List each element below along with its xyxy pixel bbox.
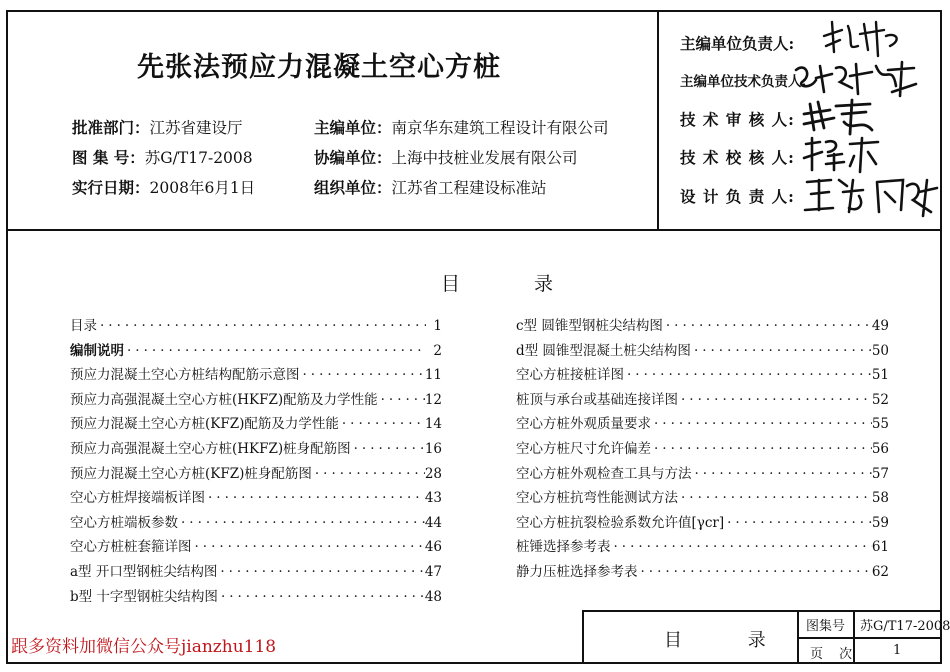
- signature-check: [802, 134, 882, 174]
- toc-leader-dots: [339, 416, 425, 432]
- toc-entry-page: 28: [424, 465, 442, 482]
- toc-leader-dots: [651, 416, 872, 432]
- toc-leader-dots: [217, 564, 424, 580]
- signature-design: [803, 172, 943, 218]
- titleblock-row-rule: [797, 637, 942, 639]
- signature-tech: [792, 56, 922, 100]
- toc-entry-title: 预应力高强混凝土空心方桩(HKFZ)桩身配筋图: [70, 440, 351, 457]
- toc-leader-dots: [678, 392, 872, 408]
- toc-leader-dots: [378, 392, 425, 408]
- toc-entry: [70, 535, 442, 560]
- toc-entry-page: 47: [424, 563, 442, 580]
- toc-entry: [516, 314, 889, 339]
- toc-entry-page: 61: [871, 539, 889, 556]
- toc-entry: [516, 412, 889, 437]
- toc-entry-page: 1: [433, 318, 442, 334]
- toc-heading: 目 录: [441, 273, 588, 295]
- toc-right-column: [516, 314, 889, 585]
- sig-label-chief: 主编单位负责人:: [680, 34, 795, 53]
- toc-entry-page: 46: [424, 539, 442, 556]
- titleblock-atlas-value: 苏G/T17-2008: [860, 619, 950, 634]
- toc-entry-title: b型 十字型钢桩尖结构图: [70, 588, 218, 605]
- toc-entry: [70, 560, 442, 585]
- toc-entry-title: 空心方桩抗裂检验系数允许值[γcr]: [516, 514, 725, 531]
- toc-entry: [516, 560, 889, 585]
- chief-unit-label: 主编单位：: [314, 118, 392, 137]
- signature-review: [800, 96, 880, 136]
- toc-entry-title: c型 圆锥型钢桩尖结构图: [516, 318, 663, 334]
- toc-entry: [516, 437, 889, 462]
- toc-entry-page: 56: [871, 440, 889, 457]
- toc-entry-title: 空心方桩抗弯性能测试方法: [516, 490, 678, 507]
- date-label: 实行日期：: [72, 178, 150, 197]
- toc-entry-page: 16: [424, 440, 442, 457]
- toc-entry-page: 51: [871, 367, 889, 384]
- toc-entry: [70, 585, 442, 610]
- toc-entry-page: 59: [871, 514, 889, 531]
- toc-leader-dots: [218, 589, 425, 605]
- toc-entry: [516, 339, 889, 364]
- toc-leader-dots: [312, 466, 425, 482]
- toc-leader-dots: [300, 367, 425, 383]
- toc-entry-page: 62: [871, 563, 889, 580]
- date-line: [72, 176, 255, 198]
- atlas-value: 苏G/T17-2008: [144, 149, 253, 167]
- toc-entry-title: 空心方桩外观检查工具与方法: [516, 465, 692, 482]
- toc-leader-dots: [97, 318, 426, 334]
- toc-entry-page: 55: [871, 416, 889, 433]
- toc-entry-title: 空心方桩尺寸允许偏差: [516, 440, 651, 457]
- atlas-line: [72, 146, 253, 168]
- toc-entry-title: 预应力混凝土空心方桩(KFZ)桩身配筋图: [70, 465, 312, 482]
- signature-chief: [818, 16, 908, 60]
- toc-leader-dots: [205, 490, 425, 506]
- toc-entry-title: 桩锤选择参考表: [516, 539, 611, 556]
- titleblock-atlas-label: 图集号: [806, 619, 846, 634]
- toc-entry-page: 43: [424, 490, 442, 507]
- toc-leader-dots: [192, 539, 425, 555]
- toc-entry-title: 空心方桩桩套箍详图: [70, 539, 192, 556]
- toc-leader-dots: [724, 515, 872, 531]
- toc-entry-page: 50: [871, 342, 889, 359]
- toc-entry: [70, 314, 442, 339]
- toc-leader-dots: [351, 441, 425, 457]
- co-unit-label: 协编单位：: [314, 148, 392, 167]
- toc-entry: [516, 535, 889, 560]
- toc-entry-page: 57: [871, 465, 889, 482]
- toc-entry: [70, 388, 442, 413]
- chief-unit-line: [314, 116, 609, 138]
- chief-unit-value: 南京华东建筑工程设计有限公司: [391, 119, 609, 137]
- toc-entry: [70, 437, 442, 462]
- approval-label: 批准部门：: [72, 118, 150, 137]
- document-title: 先张法预应力混凝土空心方桩: [137, 52, 501, 83]
- toc-entry-page: 11: [424, 367, 442, 384]
- toc-leader-dots: [638, 564, 872, 580]
- toc-entry: [70, 511, 442, 536]
- toc-entry-page: 12: [424, 391, 442, 408]
- org-unit-label: 组织单位：: [314, 178, 392, 197]
- titleblock-top-rule: [582, 610, 942, 612]
- toc-entry-title: 预应力混凝土空心方桩(KFZ)配筋及力学性能: [70, 416, 339, 433]
- toc-entry: [70, 412, 442, 437]
- toc-entry: [516, 388, 889, 413]
- toc-leader-dots: [651, 441, 872, 457]
- approval-line: [72, 116, 243, 138]
- toc-entry-title: d型 圆锥型混凝土桩尖结构图: [516, 342, 691, 359]
- toc-entry: [516, 511, 889, 536]
- toc-entry-title: 编制说明: [70, 342, 124, 359]
- toc-leader-dots: [678, 490, 872, 506]
- atlas-label: 图 集 号：: [72, 148, 145, 167]
- toc-entry-title: a型 开口型钢桩尖结构图: [70, 563, 218, 580]
- org-unit-value: 江苏省工程建设标准站: [391, 179, 547, 197]
- toc-entry-page: 2: [433, 342, 442, 359]
- titleblock-page-value: 1: [893, 643, 902, 658]
- toc-leader-dots: [178, 515, 425, 531]
- toc-leader-dots: [611, 539, 872, 555]
- toc-entry: [516, 363, 889, 388]
- toc-entry-title: 空心方桩端板参数: [70, 514, 178, 531]
- date-value: 2008年6月1日: [149, 179, 256, 197]
- toc-left-column: [70, 314, 442, 609]
- toc-entry-page: 52: [871, 391, 889, 408]
- toc-entry-title: 目录: [70, 318, 97, 334]
- toc-entry: [70, 363, 442, 388]
- approval-value: 江苏省建设厅: [149, 119, 243, 137]
- toc-entry: [70, 462, 442, 487]
- sig-label-tech: 主编单位技术负责人:: [680, 74, 807, 90]
- titleblock-left-rule: [582, 610, 584, 664]
- toc-entry-page: 44: [424, 514, 442, 531]
- toc-entry-title: 空心方桩外观质量要求: [516, 416, 651, 433]
- footer-note: 跟多资料加微信公众号jianzhu118: [11, 637, 277, 657]
- toc-entry-page: 49: [871, 318, 889, 334]
- header-vertical-rule: [657, 10, 659, 230]
- toc-leader-dots: [691, 343, 872, 359]
- toc-entry-title: 预应力混凝土空心方桩结构配筋示意图: [70, 367, 300, 384]
- co-unit-value: 上海中技桩业发展有限公司: [391, 149, 578, 167]
- sig-label-review: 技 术 审 核 人:: [680, 110, 795, 129]
- toc-entry: [516, 486, 889, 511]
- header-bottom-rule: [6, 229, 942, 231]
- toc-entry-title: 空心方桩接桩详图: [516, 367, 624, 384]
- titleblock-name: 目 录: [664, 630, 796, 651]
- toc-entry-page: 58: [871, 490, 889, 507]
- toc-leader-dots: [692, 466, 872, 482]
- toc-leader-dots: [624, 367, 872, 383]
- toc-leader-dots: [124, 343, 426, 359]
- sig-label-check: 技 术 校 核 人:: [680, 148, 795, 167]
- titleblock-page-label: 页 次: [810, 647, 859, 662]
- toc-entry-page: 48: [424, 588, 442, 605]
- toc-entry: [70, 339, 442, 364]
- toc-entry-title: 静力压桩选择参考表: [516, 563, 638, 580]
- co-unit-line: [314, 146, 578, 168]
- toc-entry: [70, 486, 442, 511]
- toc-entry: [516, 462, 889, 487]
- toc-entry-page: 14: [424, 416, 442, 433]
- sig-label-design: 设 计 负 责 人:: [680, 187, 795, 206]
- toc-leader-dots: [663, 318, 872, 334]
- toc-entry-title: 桩顶与承台或基础连接详图: [516, 391, 678, 408]
- org-unit-line: [314, 176, 547, 198]
- toc-entry-title: 空心方桩焊接端板详图: [70, 490, 205, 507]
- toc-entry-title: 预应力高强混凝土空心方桩(HKFZ)配筋及力学性能: [70, 391, 378, 408]
